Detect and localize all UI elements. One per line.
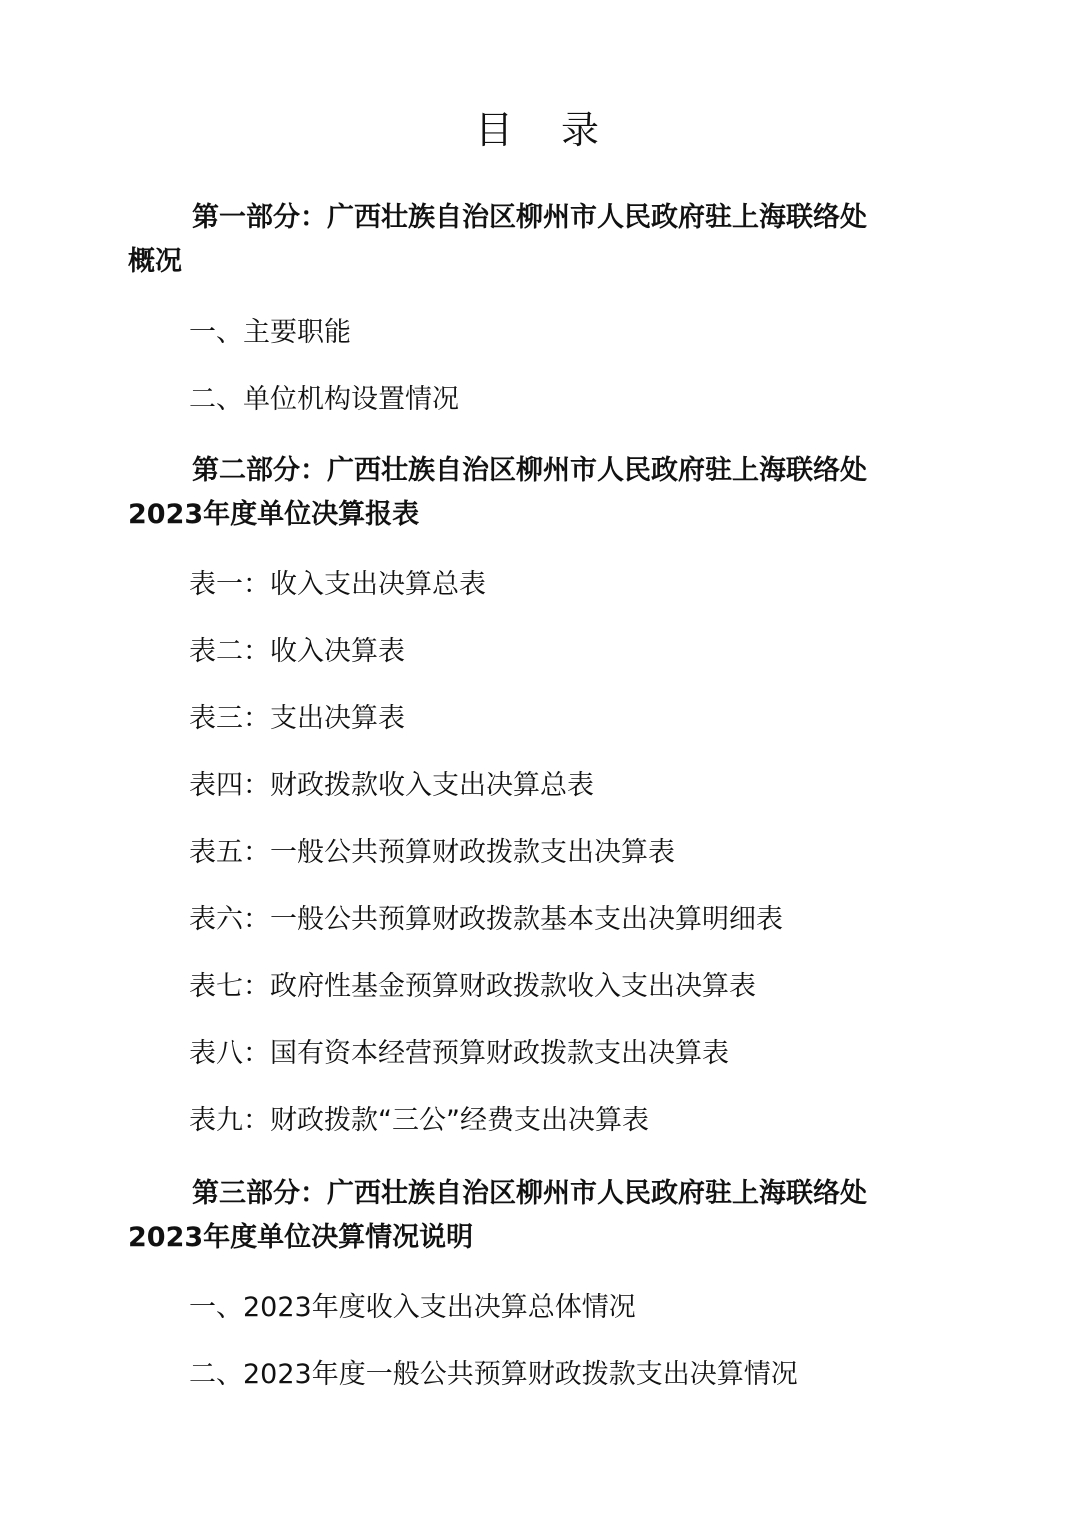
toc-item-table-7[interactable]: 表七：政府性基金预算财政拨款收入支出决算表: [189, 971, 756, 1002]
page-title: 目 录: [474, 108, 618, 152]
toc-item-part3-2[interactable]: 二、2023年度一般公共预算财政拨款支出决算情况: [189, 1359, 798, 1390]
toc-item-part1-1[interactable]: 一、主要职能: [189, 317, 351, 348]
toc-item-table-2[interactable]: 表二：收入决算表: [189, 636, 405, 667]
toc-item-table-1[interactable]: 表一：收入支出决算总表: [189, 569, 486, 600]
toc-item-table-3[interactable]: 表三：支出决算表: [189, 703, 405, 734]
part-2-heading: 第二部分：广西壮族自治区柳州市人民政府驻上海联络处2023年度单位决算报表: [128, 455, 867, 530]
toc-item-table-8[interactable]: 表八：国有资本经营预算财政拨款支出决算表: [189, 1038, 729, 1069]
toc-item-table-6[interactable]: 表六：一般公共预算财政拨款基本支出决算明细表: [189, 904, 783, 935]
toc-item-part1-2[interactable]: 二、单位机构设置情况: [189, 384, 459, 415]
part-3-heading: 第三部分：广西壮族自治区柳州市人民政府驻上海联络处2023年度单位决算情况说明: [128, 1178, 867, 1253]
toc-item-table-5[interactable]: 表五：一般公共预算财政拨款支出决算表: [189, 837, 675, 868]
toc-item-table-4[interactable]: 表四：财政拨款收入支出决算总表: [189, 770, 594, 801]
part-1-heading: 第一部分：广西壮族自治区柳州市人民政府驻上海联络处概况: [128, 202, 867, 277]
toc-item-part3-1[interactable]: 一、2023年度收入支出决算总体情况: [189, 1292, 636, 1323]
toc-item-table-9[interactable]: 表九：财政拨款“三公”经费支出决算表: [189, 1105, 649, 1136]
